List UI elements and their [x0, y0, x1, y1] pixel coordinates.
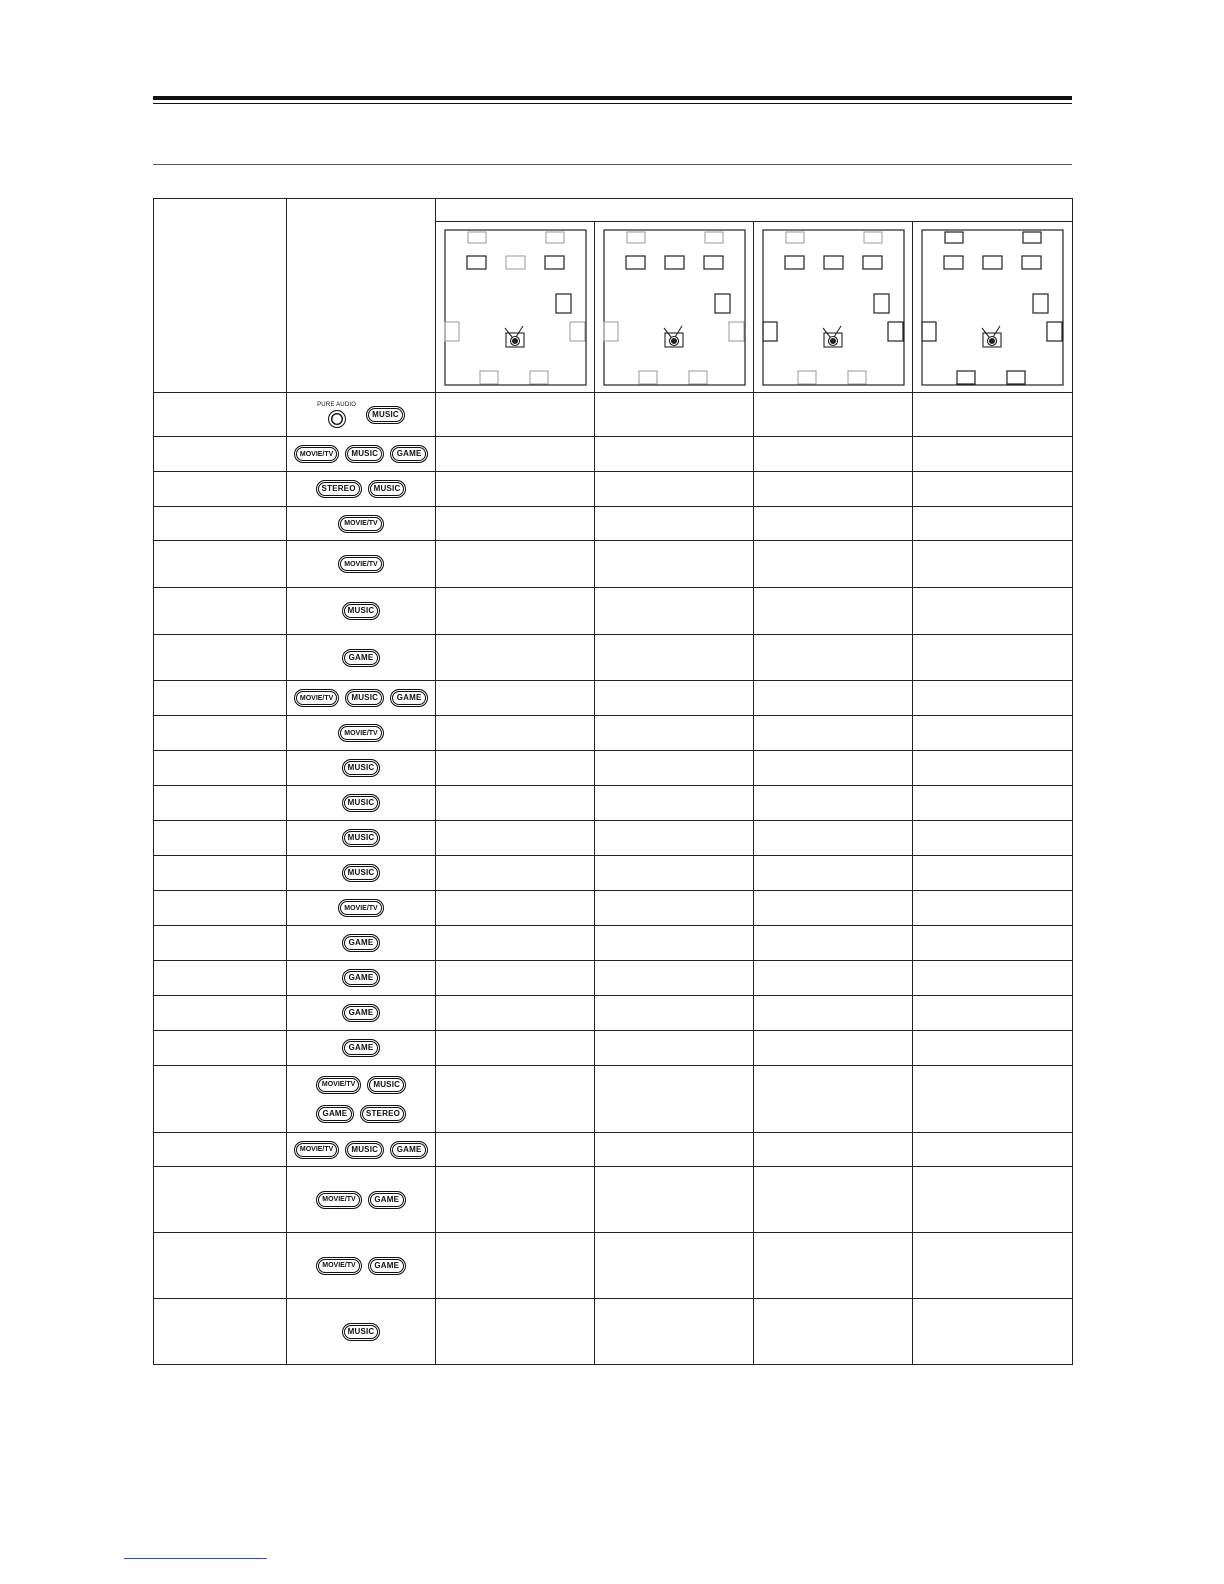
mode-button-cell [287, 437, 436, 472]
speaker-layout-availability-cell [913, 393, 1073, 437]
speaker-layout-availability-cell [436, 681, 595, 716]
button-group [287, 759, 435, 777]
button-group [287, 794, 435, 812]
speaker-layout-availability-cell [754, 961, 913, 996]
mode-name-cell [154, 588, 287, 635]
mode-button-cell [287, 856, 436, 891]
music-button[interactable]: MUSIC [345, 689, 384, 707]
mode-button-cell [287, 1133, 436, 1167]
button-group [287, 934, 435, 952]
speaker-layout-availability-cell [754, 856, 913, 891]
button-group [287, 602, 435, 620]
speaker-layout-availability-cell [436, 961, 595, 996]
button-group [287, 1191, 435, 1209]
speaker-layout-availability-cell [436, 588, 595, 635]
speaker-layout-availability-cell [754, 821, 913, 856]
button-group [287, 555, 435, 573]
game-button[interactable]: GAME [342, 969, 380, 987]
mode-name-cell [154, 821, 287, 856]
speaker-layout-availability-cell [754, 786, 913, 821]
button-group [287, 829, 435, 847]
pure-audio-knob-icon [328, 410, 346, 428]
button-group [287, 1141, 435, 1159]
speaker-layout-availability-cell [754, 716, 913, 751]
mode-row [154, 1066, 1073, 1133]
mode-row [154, 751, 1073, 786]
pure-audio-label: PURE AUDIO [317, 401, 357, 408]
mode-name-cell [154, 926, 287, 961]
mode-button-cell [287, 716, 436, 751]
speaker-layout-availability-cell [595, 681, 754, 716]
speaker-layout-availability-cell [436, 856, 595, 891]
speaker-layout-availability-cell [913, 635, 1073, 681]
mode-row [154, 635, 1073, 681]
movie-button[interactable]: MOVIE/TV [316, 1076, 361, 1094]
speaker-layout-availability-cell [913, 1299, 1073, 1365]
mode-name-cell [154, 1133, 287, 1167]
speaker-layout-availability-cell [913, 472, 1073, 507]
speaker-layout-availability-cell [595, 891, 754, 926]
button-group [287, 480, 435, 498]
button-group [287, 402, 435, 428]
speaker-layout-availability-cell [595, 1031, 754, 1066]
music-button[interactable]: MUSIC [342, 864, 381, 882]
speaker-layout-availability-cell [754, 472, 913, 507]
button-group [287, 1105, 435, 1123]
speaker-layout-availability-cell [913, 786, 1073, 821]
mode-name-cell [154, 1299, 287, 1365]
speaker-layout-3 [762, 229, 905, 386]
speaker-layout-availability-cell [754, 1133, 913, 1167]
speaker-layout-availability-cell [595, 437, 754, 472]
music-button[interactable]: MUSIC [368, 480, 407, 498]
mode-name-cell [154, 1233, 287, 1299]
speaker-layout-availability-cell [595, 1066, 754, 1133]
mode-name-cell [154, 437, 287, 472]
mode-row [154, 588, 1073, 635]
speaker-layout-availability-cell [913, 716, 1073, 751]
mode-row [154, 1167, 1073, 1233]
header-mode-cell [154, 199, 287, 393]
movie-button[interactable]: MOVIE/TV [294, 1141, 339, 1159]
music-button[interactable]: MUSIC [345, 445, 384, 463]
mode-button-cell [287, 1167, 436, 1233]
button-group [287, 1076, 435, 1094]
speaker-layout-availability-cell [436, 1233, 595, 1299]
button-group [287, 864, 435, 882]
pure-audio-button[interactable] [317, 402, 356, 428]
button-group [287, 515, 435, 533]
music-button[interactable]: MUSIC [345, 1141, 384, 1159]
speaker-layout-availability-cell [913, 821, 1073, 856]
speaker-layout-availability-cell [913, 926, 1073, 961]
speaker-layout-diagram [436, 222, 595, 393]
mode-row [154, 926, 1073, 961]
movie-button[interactable]: MOVIE/TV [338, 555, 383, 573]
speaker-layout-availability-cell [754, 681, 913, 716]
game-button[interactable]: GAME [316, 1105, 354, 1123]
header-speaker-layout-cell [436, 199, 1073, 222]
game-button[interactable]: GAME [342, 1039, 380, 1057]
game-button[interactable]: GAME [342, 1004, 380, 1022]
speaker-layout-availability-cell [595, 961, 754, 996]
speaker-layout-availability-cell [913, 681, 1073, 716]
speaker-layout-availability-cell [595, 588, 754, 635]
speaker-layout-availability-cell [595, 635, 754, 681]
speaker-layout-availability-cell [436, 926, 595, 961]
mode-name-cell [154, 635, 287, 681]
mode-row [154, 961, 1073, 996]
stereo-button[interactable]: STEREO [360, 1105, 406, 1123]
speaker-layout-availability-cell [595, 926, 754, 961]
speaker-layout-availability-cell [913, 856, 1073, 891]
movie-button[interactable]: MOVIE/TV [338, 899, 383, 917]
speaker-layout-availability-cell [754, 1167, 913, 1233]
speaker-layout-availability-cell [436, 437, 595, 472]
mode-button-cell [287, 1031, 436, 1066]
movie-button[interactable]: MOVIE/TV [294, 445, 339, 463]
section-rule [153, 164, 1072, 165]
mode-row [154, 1133, 1073, 1167]
movie-button[interactable]: MOVIE/TV [316, 1257, 361, 1275]
speaker-layout-availability-cell [754, 996, 913, 1031]
speaker-layout-availability-cell [595, 856, 754, 891]
movie-button[interactable]: MOVIE/TV [294, 689, 339, 707]
button-group [287, 1323, 435, 1341]
mode-row [154, 681, 1073, 716]
speaker-layout-availability-cell [754, 507, 913, 541]
music-button[interactable]: MUSIC [342, 759, 381, 777]
speaker-layout-availability-cell [436, 1066, 595, 1133]
mode-name-cell [154, 996, 287, 1031]
button-group [287, 899, 435, 917]
speaker-layout-availability-cell [595, 541, 754, 588]
speaker-layout-availability-cell [913, 891, 1073, 926]
mode-row [154, 1031, 1073, 1066]
mode-button-cell [287, 635, 436, 681]
speaker-layout-diagram [913, 222, 1073, 393]
mode-name-cell [154, 541, 287, 588]
mode-name-cell [154, 681, 287, 716]
speaker-layout-availability-cell [595, 472, 754, 507]
mode-row [154, 1299, 1073, 1365]
mode-button-cell [287, 751, 436, 786]
header-row [154, 199, 1073, 222]
game-button[interactable]: GAME [390, 1141, 428, 1159]
mode-button-cell [287, 926, 436, 961]
speaker-layout-availability-cell [436, 786, 595, 821]
game-button[interactable]: GAME [368, 1191, 406, 1209]
speaker-layout-diagram [754, 222, 913, 393]
speaker-layout-availability-cell [913, 541, 1073, 588]
game-button[interactable]: GAME [390, 445, 428, 463]
speaker-layout-4 [921, 229, 1064, 386]
speaker-layout-availability-cell [436, 393, 595, 437]
button-group [287, 1039, 435, 1057]
speaker-layout-availability-cell [436, 472, 595, 507]
speaker-layout-availability-cell [754, 1233, 913, 1299]
button-group [287, 649, 435, 667]
button-group [287, 689, 435, 707]
mode-button-cell [287, 996, 436, 1031]
speaker-layout-availability-cell [913, 961, 1073, 996]
speaker-layout-availability-cell [754, 393, 913, 437]
mode-button-cell [287, 891, 436, 926]
mode-row [154, 716, 1073, 751]
speaker-layout-availability-cell [754, 891, 913, 926]
speaker-layout-availability-cell [595, 1167, 754, 1233]
button-group [287, 724, 435, 742]
mode-button-cell [287, 786, 436, 821]
speaker-layout-availability-cell [913, 751, 1073, 786]
speaker-layout-availability-cell [754, 1299, 913, 1365]
speaker-layout-availability-cell [595, 393, 754, 437]
speaker-layout-availability-cell [595, 751, 754, 786]
speaker-layout-availability-cell [595, 996, 754, 1031]
speaker-layout-availability-cell [754, 926, 913, 961]
mode-name-cell [154, 891, 287, 926]
music-button[interactable]: MUSIC [342, 602, 381, 620]
mode-button-cell [287, 1233, 436, 1299]
mode-row [154, 472, 1073, 507]
speaker-layout-availability-cell [436, 1299, 595, 1365]
mode-name-cell [154, 786, 287, 821]
speaker-layout-availability-cell [595, 1299, 754, 1365]
speaker-layout-availability-cell [595, 821, 754, 856]
speaker-layout-availability-cell [913, 1133, 1073, 1167]
footer-link-underline [124, 1558, 267, 1559]
mode-name-cell [154, 1066, 287, 1133]
mode-name-cell [154, 393, 287, 437]
mode-row [154, 507, 1073, 541]
stereo-button[interactable]: STEREO [316, 480, 362, 498]
speaker-layout-availability-cell [436, 716, 595, 751]
speaker-layout-availability-cell [436, 541, 595, 588]
mode-name-cell [154, 1167, 287, 1233]
speaker-layout-availability-cell [754, 541, 913, 588]
mode-row [154, 891, 1073, 926]
speaker-layout-availability-cell [913, 1233, 1073, 1299]
music-button[interactable]: MUSIC [366, 406, 405, 424]
music-button[interactable]: MUSIC [342, 794, 381, 812]
button-group [287, 1257, 435, 1275]
mode-row [154, 821, 1073, 856]
speaker-layout-1 [444, 229, 587, 386]
speaker-layout-availability-cell [754, 437, 913, 472]
button-group [287, 1004, 435, 1022]
mode-button-cell [287, 1066, 436, 1133]
speaker-layout-diagram [595, 222, 754, 393]
game-button[interactable]: GAME [342, 649, 380, 667]
mode-button-cell [287, 541, 436, 588]
speaker-layout-availability-cell [754, 1066, 913, 1133]
mode-row [154, 856, 1073, 891]
speaker-layout-availability-cell [595, 1233, 754, 1299]
mode-row [154, 541, 1073, 588]
mode-button-cell [287, 588, 436, 635]
speaker-layout-availability-cell [436, 821, 595, 856]
speaker-layout-availability-cell [595, 716, 754, 751]
button-group [287, 969, 435, 987]
speaker-layout-availability-cell [913, 588, 1073, 635]
movie-button[interactable]: MOVIE/TV [338, 724, 383, 742]
mode-row [154, 786, 1073, 821]
mode-button-cell [287, 393, 436, 437]
speaker-layout-availability-cell [754, 588, 913, 635]
button-group [287, 445, 435, 463]
mode-row [154, 1233, 1073, 1299]
speaker-layout-availability-cell [436, 751, 595, 786]
mode-row [154, 393, 1073, 437]
speaker-layout-2 [603, 229, 746, 386]
mode-button-cell [287, 681, 436, 716]
speaker-layout-availability-cell [913, 1031, 1073, 1066]
music-button[interactable]: MUSIC [342, 1323, 381, 1341]
speaker-layout-availability-cell [595, 507, 754, 541]
mode-button-cell [287, 1299, 436, 1365]
mode-name-cell [154, 751, 287, 786]
speaker-layout-availability-cell [913, 996, 1073, 1031]
speaker-layout-availability-cell [436, 635, 595, 681]
game-button[interactable]: GAME [342, 934, 380, 952]
speaker-layout-availability-cell [436, 507, 595, 541]
mode-button-cell [287, 821, 436, 856]
speaker-layout-availability-cell [595, 786, 754, 821]
mode-button-cell [287, 507, 436, 541]
mode-button-cell [287, 961, 436, 996]
mode-row [154, 996, 1073, 1031]
speaker-layout-availability-cell [436, 891, 595, 926]
mode-name-cell [154, 507, 287, 541]
movie-button[interactable]: MOVIE/TV [316, 1191, 361, 1209]
mode-row [154, 437, 1073, 472]
speaker-layout-availability-cell [436, 1031, 595, 1066]
mode-name-cell [154, 961, 287, 996]
speaker-layout-availability-cell [754, 751, 913, 786]
game-button[interactable]: GAME [368, 1257, 406, 1275]
speaker-layout-availability-cell [754, 1031, 913, 1066]
mode-name-cell [154, 472, 287, 507]
game-button[interactable]: GAME [390, 689, 428, 707]
speaker-layout-availability-cell [913, 507, 1073, 541]
speaker-layout-availability-cell [913, 437, 1073, 472]
listening-mode-table [153, 198, 1073, 1365]
speaker-layout-availability-cell [595, 1133, 754, 1167]
mode-name-cell [154, 716, 287, 751]
speaker-layout-availability-cell [436, 996, 595, 1031]
speaker-layout-availability-cell [913, 1066, 1073, 1133]
mode-name-cell [154, 856, 287, 891]
movie-button[interactable]: MOVIE/TV [338, 515, 383, 533]
header-rule-thick [153, 96, 1072, 100]
music-button[interactable]: MUSIC [367, 1076, 406, 1094]
header-rule-thin [153, 103, 1072, 104]
speaker-layout-availability-cell [754, 635, 913, 681]
mode-button-cell [287, 472, 436, 507]
header-button-cell [287, 199, 436, 393]
speaker-layout-availability-cell [913, 1167, 1073, 1233]
music-button[interactable]: MUSIC [342, 829, 381, 847]
speaker-layout-availability-cell [436, 1167, 595, 1233]
speaker-layout-availability-cell [436, 1133, 595, 1167]
mode-name-cell [154, 1031, 287, 1066]
